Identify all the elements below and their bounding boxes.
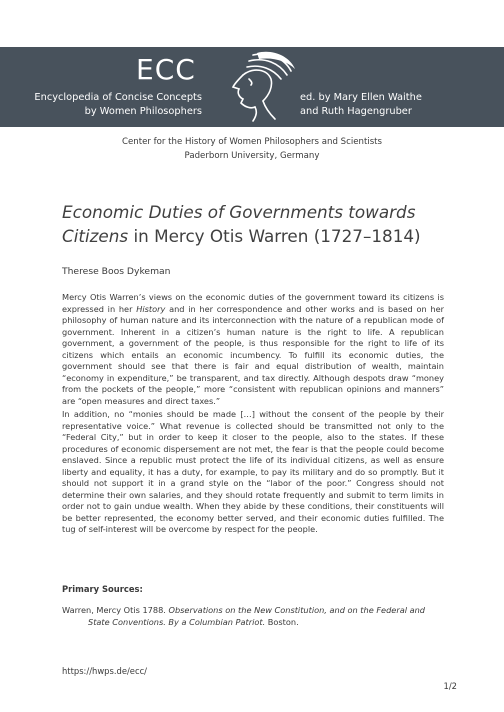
athena-profile-icon xyxy=(213,49,297,125)
article-body xyxy=(62,292,444,538)
ecc-acronym: ECC xyxy=(136,53,196,86)
editors-line1: ed. by Mary Ellen Waithe xyxy=(300,92,422,103)
paragraph-1-part-a: Mercy Otis Warren’s views on the economic duties of the government toward its citizens is expressed in her xyxy=(62,292,444,314)
editors xyxy=(300,91,422,118)
title-italic-part1: Economic Duties of Governments towards xyxy=(62,202,416,222)
institution-line1: Center for the History of Women Philosophers and Scientists xyxy=(121,137,383,147)
title-italic-part2: Citizens xyxy=(62,226,129,246)
institution-line2: Paderborn University, Germany xyxy=(184,150,320,161)
header-banner xyxy=(0,47,504,127)
paragraph-1 xyxy=(62,292,444,407)
title-rest: in Mercy Otis Warren (1727–1814) xyxy=(128,226,421,246)
encyclopedia-name-line1: Encyclopedia of Concise Concepts xyxy=(34,92,202,103)
primary-source-entry xyxy=(62,604,446,628)
primary-sources-heading: Primary Sources: xyxy=(62,584,143,594)
encyclopedia-name-line2: by Women Philosophers xyxy=(84,105,202,117)
encyclopedia-name xyxy=(30,91,202,118)
source-title: Observations on the New Constitution, and on the Federal and State Conventions. By a Columbian Patriot. xyxy=(88,605,425,627)
article-author: Therese Boos Dykeman xyxy=(62,266,171,277)
history-work-title: History xyxy=(136,303,166,314)
page-number: 1/2 xyxy=(443,681,457,691)
institution-block xyxy=(0,136,504,163)
footer-url-link[interactable]: https://hwps.de/ecc/ xyxy=(62,666,147,676)
editors-line2: and Ruth Hagengruber xyxy=(300,105,412,117)
paragraph-2: In addition, no “monies should be made […] without the consent of the people by their representative voice.” What revenue is collected should be transmitted not only to the “Federal City,” but in order to keep it closer to the people, also to the states. If these procedures of economic dispersement are not met, the fear is that the people could become enslaved. Since a republic must protect the life of its individual citizens, as well as ensure liberty and equality, it has a duty, for example, to pay its military and do so promptly. But it should not support it in a grand style on the “labor of the poor.” Congress should not determine their own salaries, and they should rotate frequently and submit to term limits in order not to gain undue wealth. When they abide by these conditions, their constituents will be better represented, the economy better served, and their economic duties fulfilled. The tug of self-interest will be overcome by respect for the people. xyxy=(62,409,444,534)
paragraph-1-part-b: and in her correspondence and other works and is based on her philosophy of human nature and its interconnection with the nature of a republican mode of government. Inherent in a citizen’s human nature is the right to life. A republican government, a government of the people, is thus responsible for the right to life of its citizens which entails an economic incumbency. To fulfill its economic duties, the government should see that there is fair and equal distribution of wealth, maintain “economy in expenditure,” be transparent, and tax directly. Although despots draw “money from the pockets of the people,” more “consistent with republican opinions and manners” are “open measures and direct taxes.” xyxy=(62,303,444,406)
source-author: Warren, Mercy Otis 1788. xyxy=(62,605,169,615)
article-title xyxy=(62,200,462,248)
source-place: Boston. xyxy=(265,617,299,627)
